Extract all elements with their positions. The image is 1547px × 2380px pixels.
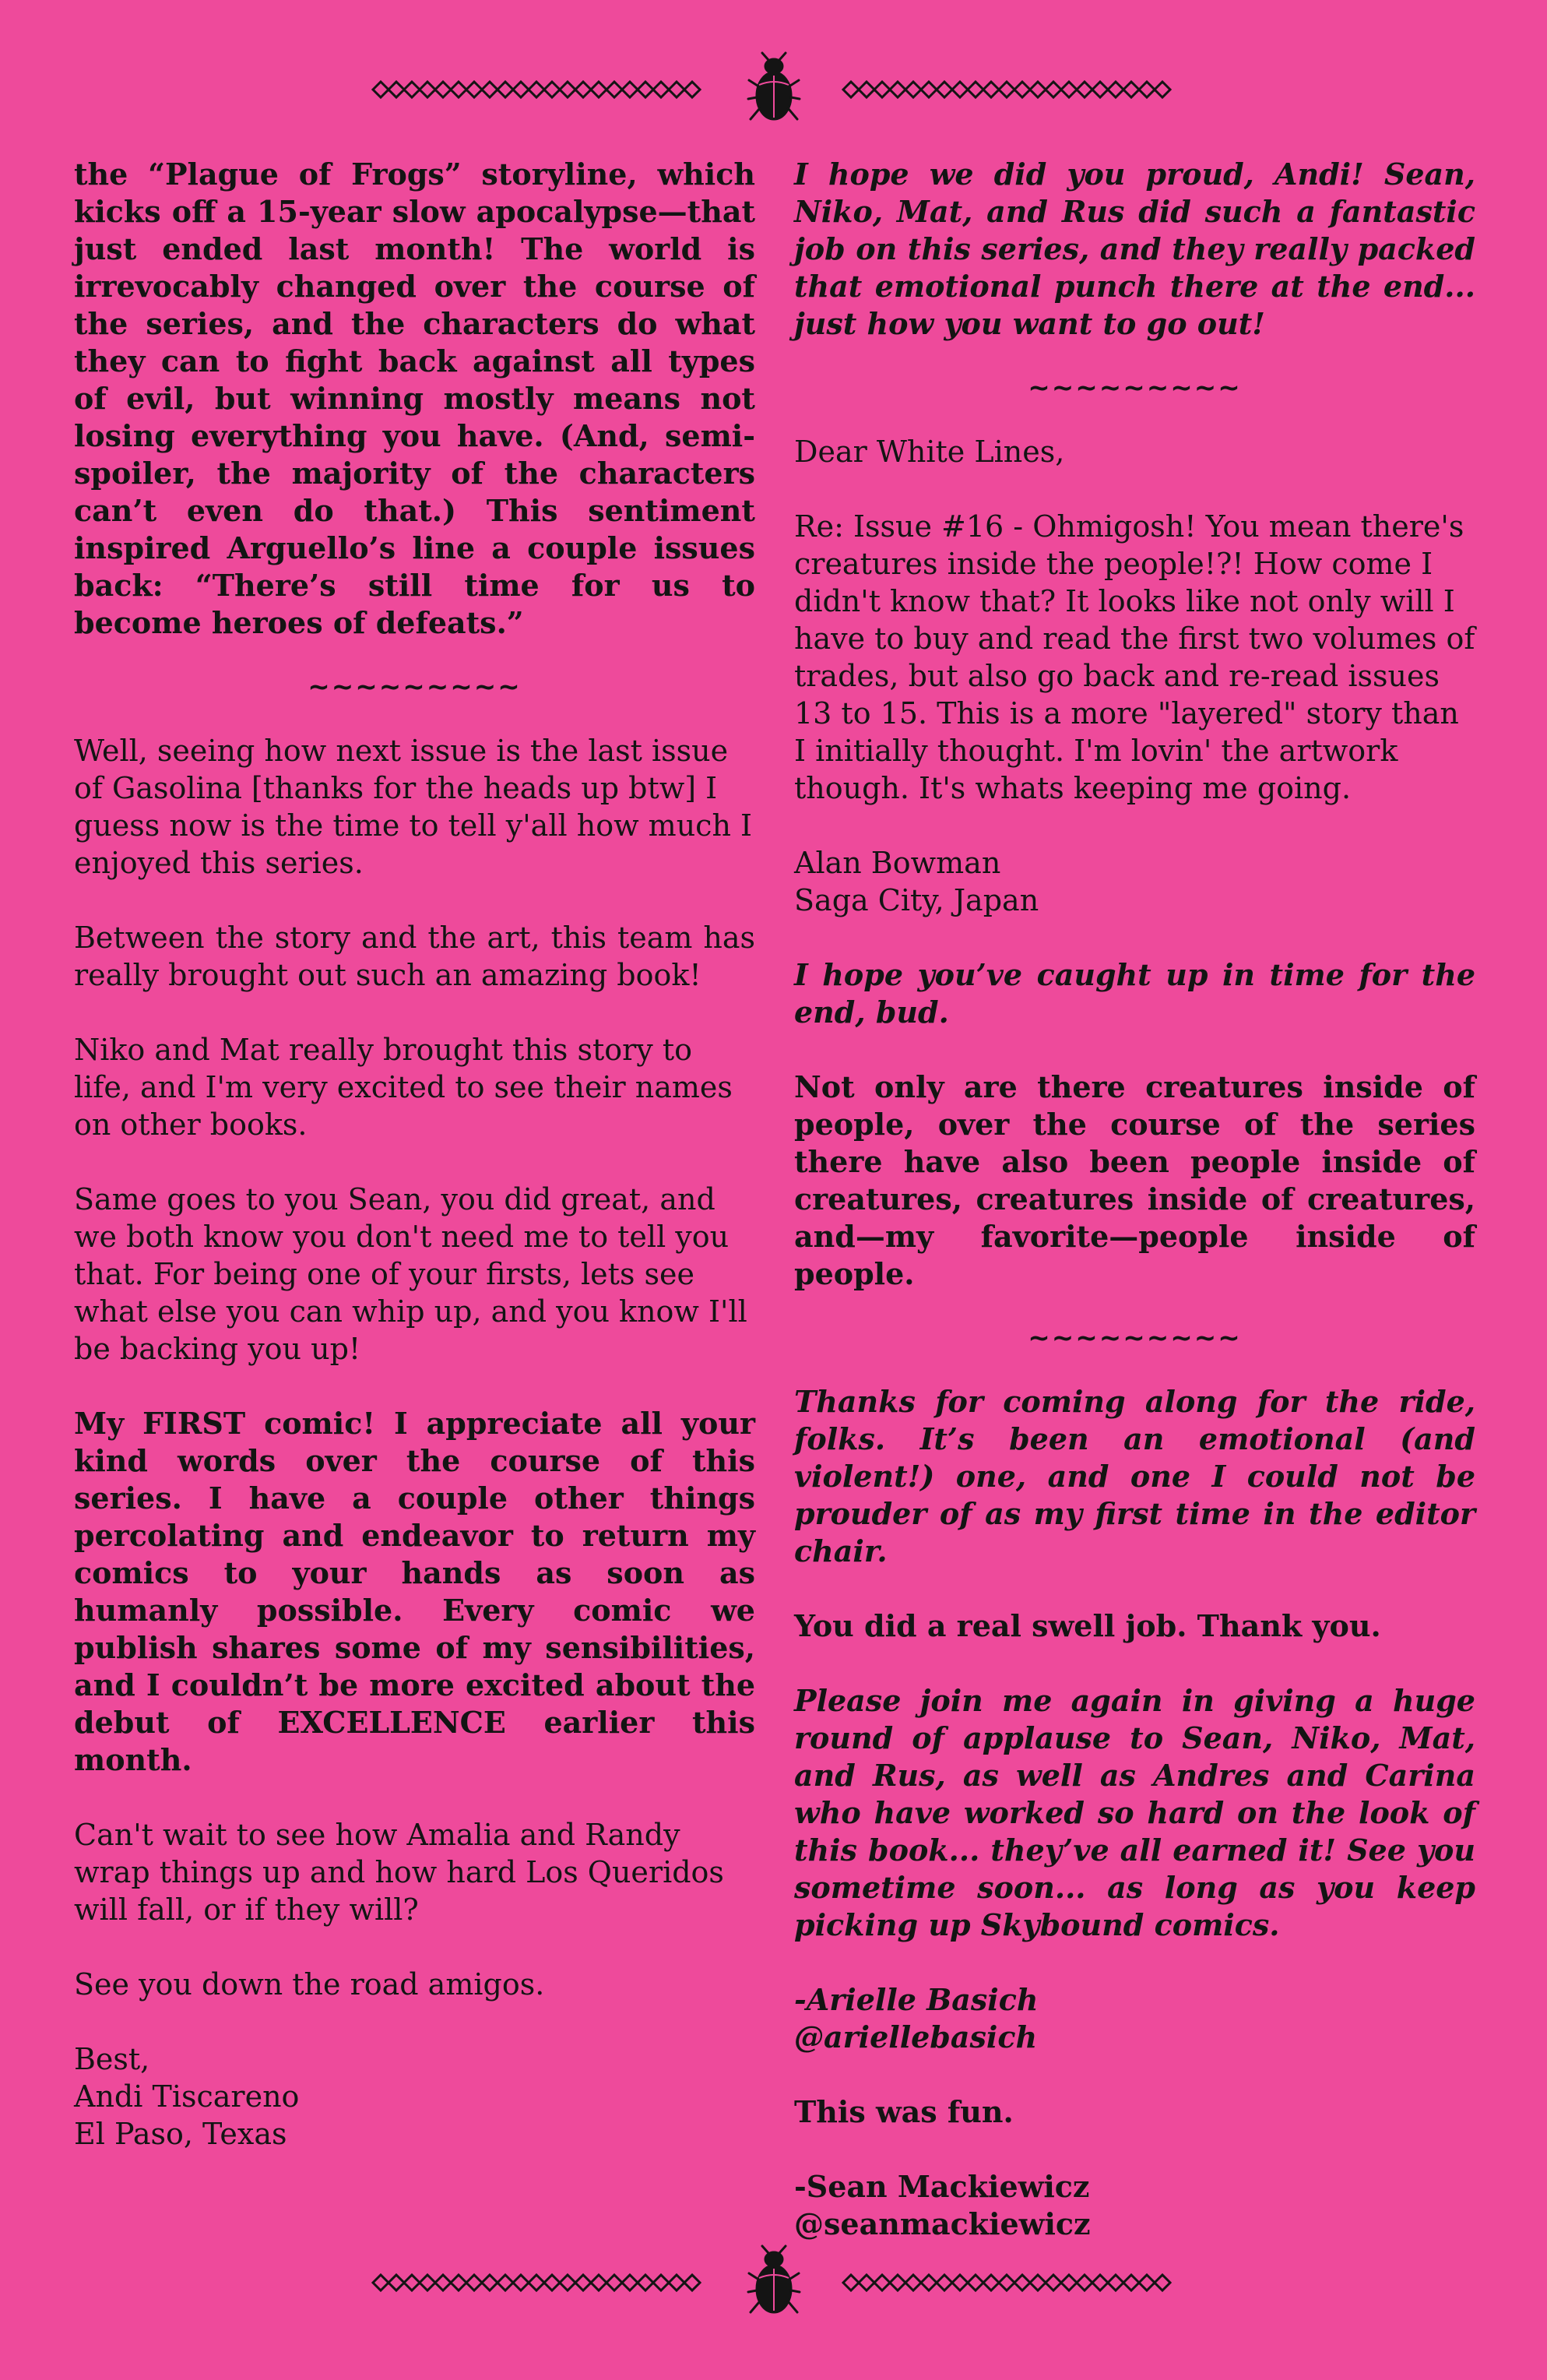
editor-handle: @seanmackiewicz [794, 2206, 1091, 2241]
right-column [794, 156, 1475, 2280]
letter-paragraph: Between the story and the art, this team has really brought out such an amazing book! [74, 921, 755, 992]
section-divider: ~~~~~~~~~ [308, 671, 522, 702]
letter-paragraph: Well, seeing how next issue is the last issue of Gasolina [thanks for the heads up btw] I guess now is the time to tell y'all how much I enjoyed this series. [74, 734, 753, 880]
sign-off: Best, [74, 2042, 150, 2076]
letter-greeting: Dear White Lines, [794, 435, 1065, 469]
beetle-icon [747, 51, 801, 129]
letter-paragraph: Same goes to you Sean, you did great, and we both know you don't need me to tell you that. For being one of your firsts, lets see what else you can whip up, and you know I'll be backing you up! [74, 1182, 747, 1366]
signer-name: Alan Bowman [794, 846, 1001, 880]
signer-location: El Paso, Texas [74, 2117, 287, 2151]
editor-reply: I hope we did you proud, Andi! Sean, Niko, Mat, and Rus did such a fantastic job on this series, and they really packed that emotional punch there at the end... just how you want to go out! [794, 157, 1475, 341]
bottom-ornament [0, 2232, 1547, 2333]
editor-reply: My FIRST comic! I appreciate all your kind words over the course of this series. I have a couple other things percolating and endeavor to return my comics to your hands as soon as humanly possible. Every comic we publish shares some of my sensibilities, and I couldn’t be more excited about the debut of EXCELLENCE earlier this month. [74, 1406, 755, 1777]
letter-paragraph: Re: Issue #16 - Ohmigosh! You mean there's creatures inside the people!?! How come I didn't know that? It looks like not only will I have to buy and read the first two volumes of trades, but also go back and re-read issues 13 to 15. This is a more "layered" story than I initially thought. I'm lovin' the artwork though. It's whats keeping me going. [794, 509, 1475, 805]
diamond-border-icon [842, 2272, 1176, 2294]
editor-reply: Not only are there creatures inside of people, over the course of the series there have also been people inside of creatures, creatures inside of creatures, and—my favorite—people inside of people. [794, 1069, 1475, 1291]
letter-signature [794, 844, 1475, 919]
top-ornament [0, 39, 1547, 140]
diamond-border-icon [371, 79, 706, 100]
editor-signature [794, 1981, 1475, 2056]
editor-closing: This was fun. [794, 2094, 1014, 2129]
editor-reply: I hope you’ve caught up in time for the end, bud. [794, 957, 1475, 1030]
editor-closing: You did a real swell job. Thank you. [794, 1608, 1381, 1643]
left-column [74, 156, 755, 2190]
editor-name: -Arielle Basich [794, 1982, 1039, 2017]
letter-paragraph: Can't wait to see how Amalia and Randy wrap things up and how hard Los Queridos will fall, or if they will? [74, 1818, 724, 1927]
editor-closing: Please join me again in giving a huge round of applause to Sean, Niko, Mat, and Rus, as well as Andres and Carina who have worked so hard on the look of this book... they’ve all earned it! See you sometime soon... as long as you keep picking up Skybound comics. [794, 1683, 1475, 1942]
editor-name: -Sean Mackiewicz [794, 2169, 1090, 2204]
letter-signature [74, 2040, 755, 2153]
letter-paragraph: See you down the road amigos. [74, 1967, 545, 2002]
editor-closing: Thanks for coming along for the ride, folks. It’s been an emotional (and violent!) one, and one I could not be prouder of as my first time in the editor chair. [794, 1384, 1475, 1568]
beetle-icon [747, 2244, 801, 2322]
editor-handle: @ariellebasich [794, 2019, 1038, 2054]
signer-location: Saga City, Japan [794, 883, 1039, 917]
section-divider: ~~~~~~~~~ [1028, 372, 1242, 403]
editor-reply: the “Plague of Frogs” storyline, which kicks off a 15-year slow apocalypse—that just ended last month! The world is irrevocably changed over the course of the series, and the characters do what they can to fight back against all types of evil, but winning mostly means not losing everything you have. (And, semi-spoiler, the majority of the characters can’t even do that.) This sentiment inspired Arguello’s line a couple issues back: “There’s still time for us to become heroes of defeats.” [74, 157, 755, 640]
diamond-border-icon [371, 2272, 706, 2294]
letter-paragraph: Niko and Mat really brought this story to life, and I'm very excited to see their names on other books. [74, 1033, 733, 1142]
signer-name: Andi Tiscareno [74, 2079, 300, 2114]
section-divider: ~~~~~~~~~ [1028, 1322, 1242, 1354]
diamond-border-icon [842, 79, 1176, 100]
